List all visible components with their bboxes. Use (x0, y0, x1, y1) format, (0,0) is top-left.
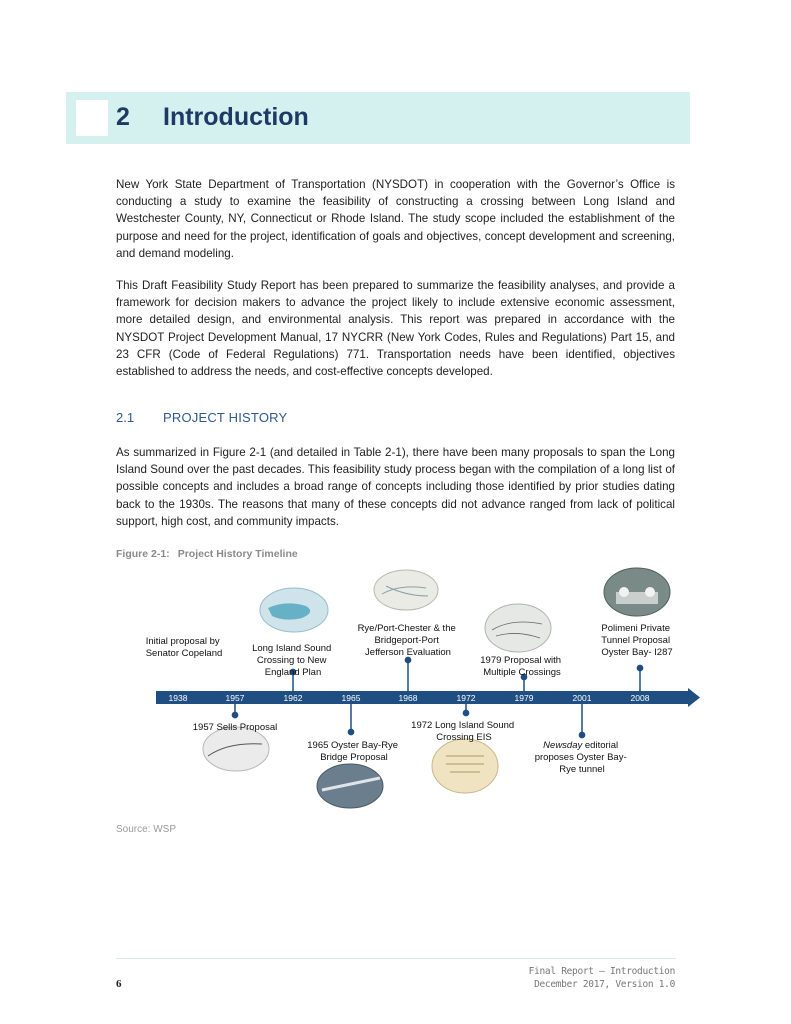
section-header-marker (76, 100, 108, 136)
figure-source: Source: WSP (116, 824, 177, 835)
project-history-timeline (116, 560, 716, 820)
section-number: 2 (116, 103, 130, 131)
event-1957: 1957 Sells Proposal (192, 722, 278, 733)
subsection-title: PROJECT HISTORY (163, 410, 288, 425)
timeline-year: 1938 (168, 693, 188, 703)
figure-caption (116, 548, 298, 560)
project-history-paragraph: As summarized in Figure 2-1 (and detailed in Table 2-1), there have been many proposals to span the Long Island Sound over the past decades. This feasibility study process began with the compilation of a long list of possible concepts and includes a broad range of concepts including those identified by prior studies dating back to the 1930s. The reasons that many of these concepts did not advance ranged from lack of political support, high cost, and community impacts. (116, 446, 675, 528)
intro-paragraph-2: This Draft Feasibility Study Report has been prepared to summarize the feasibility analyses, and provide a framework for decision makers to advance the project likely to include extensive economic assessment, more detailed design, and environmental analysis. This report was prepared in accordance with the NYSDOT Project Development Manual, 17 NYCRR (New York Codes, Rules and Regulations) Part 15, and 23 CFR (Code of Federal Regulations) 771. Transportation needs have been identified, objectives established to address the needs, and cost-effective concepts developed. (116, 279, 675, 379)
map-thumbnail-1957 (203, 727, 269, 771)
footer-divider (116, 958, 676, 959)
subsection-number: 2.1 (116, 410, 135, 425)
event-2001: Newsday editorial proposes Oyster Bay- Rye tunnel (534, 740, 627, 775)
map-thumbnail-1968 (374, 570, 438, 610)
event-2008: Polimeni Private Tunnel Proposal Oyster Bay- I287 (601, 623, 673, 658)
timeline-year: 2001 (572, 693, 592, 703)
timeline-year: 2008 (630, 693, 650, 703)
timeline-year: 1957 (225, 693, 245, 703)
figure-label: Figure 2-1: (116, 548, 170, 560)
section-header-band (66, 92, 690, 144)
event-1938: Initial proposal by Senator Copeland (145, 636, 223, 659)
timeline-year: 1972 (456, 693, 476, 703)
footer-version: December 2017, Version 1.0 (534, 979, 675, 990)
section-title: Introduction (163, 103, 309, 131)
timeline-year: 1979 (514, 693, 534, 703)
event-1962: Long Island Sound Crossing to New England Plan (252, 643, 332, 678)
event-1979: 1979 Proposal with Multiple Crossings (480, 655, 562, 678)
figure-title: Project History Timeline (177, 548, 298, 560)
footer-report-title: Final Report – Introduction (528, 966, 675, 977)
event-1968: Rye/Port-Chester & the Bridgeport-Port Jefferson Evaluation (357, 623, 456, 658)
intro-paragraph-1: New York State Department of Transportation (NYSDOT) in cooperation with the Governor’s Office is conducting a study to examine the feasibility of constructing a crossing between Long Island and Westchester County, NY, Connecticut or Rhode Island. The study scope included the establishment of the purpose and need for the project, identification of goals and objectives, concept development and screening, and demand modeling. (116, 178, 675, 260)
timeline-year: 1968 (398, 693, 418, 703)
photo-thumbnail-1965 (317, 764, 383, 808)
document-thumbnail-1972 (432, 739, 498, 793)
timeline-year: 1965 (341, 693, 361, 703)
timeline-arrowhead (688, 688, 700, 707)
event-1972: 1972 Long Island Sound Crossing EIS (411, 720, 515, 743)
timeline-year: 1962 (283, 693, 303, 703)
event-1965: 1965 Oyster Bay-Rye Bridge Proposal (307, 740, 399, 763)
page-number: 6 (116, 978, 122, 990)
